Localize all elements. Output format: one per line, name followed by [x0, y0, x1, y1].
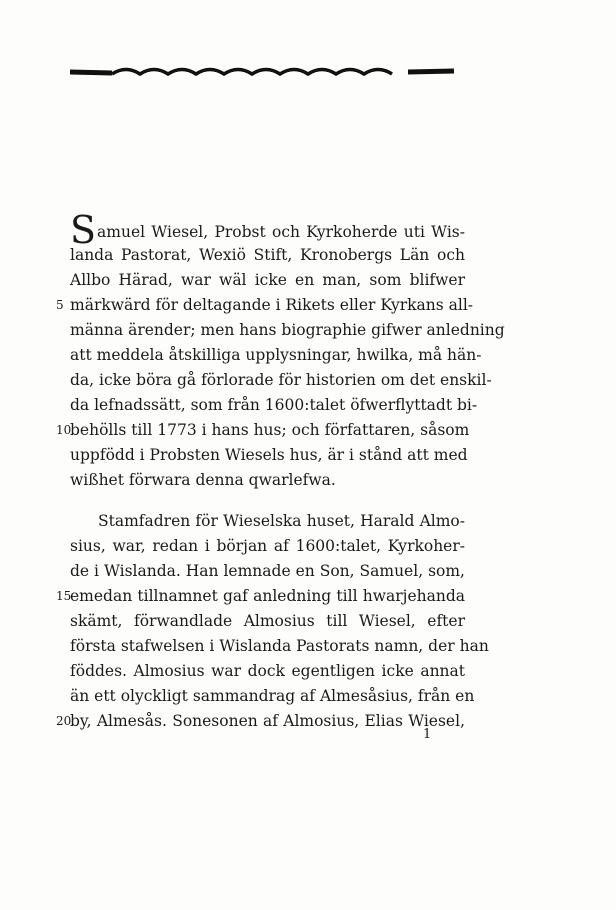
page-number: 1 [423, 727, 432, 742]
text-line: att meddela åtskilliga upplysningar, hwilka, må hän- [70, 346, 482, 364]
line-number: 10 [56, 423, 72, 437]
text-line: Allbo Härad, war wäl icke en man, som blifwer [70, 271, 465, 289]
text-line: första stafwelsen i Wislanda Pastorats namn, der han [70, 637, 489, 655]
text-line: sius, war, redan i början af 1600:talet, Kyrkoher- [70, 537, 465, 555]
text-line: Stamfadren för Wieselska huset, Harald Almo- [98, 512, 465, 530]
text-line: 10 behölls till 1773 i hans hus; och författaren, såsom [70, 418, 465, 443]
text-line: Samuel Wiesel, Probst och Kyrkoherde uti Wis- [70, 208, 465, 252]
text-line: uppfödd i Probsten Wiesels hus, är i stånd att med [70, 446, 468, 464]
text-line: da lefnadssätt, som från 1600:talet öfwerflyttadt bi- [70, 396, 478, 414]
line-number: 5 [56, 298, 64, 312]
text-line: wißhet förwara denna qwarlefwa. [70, 471, 336, 489]
text-line: 15 emedan tillnamnet gaf anledning till hwarjehanda [70, 584, 465, 609]
line-number: 20 [56, 714, 72, 728]
text-line: de i Wislanda. Han lemnade en Son, Samuel, som, [70, 562, 465, 580]
text-line: 20 by, Almesås. Sonesonen af Almosius, Elias Wiesel, [70, 709, 465, 734]
drop-capital: S [70, 208, 97, 252]
text-line: föddes. Almosius war dock egentligen icke annat [70, 662, 465, 680]
text-line: skämt, förwandlade Almosius till Wiesel, efter [70, 612, 465, 630]
text-line: landa Pastorat, Wexiö Stift, Kronobergs Län och [70, 246, 465, 264]
text-line: än ett olyckligt sammandrag af Almesåsius, från en [70, 687, 475, 705]
line-number: 15 [56, 589, 72, 603]
text-line: männa ärender; men hans biographie gifwer anledning [70, 321, 505, 339]
text-line: da, icke böra gå förlorade för historien om det enskil- [70, 371, 492, 389]
ornamental-rule [70, 60, 460, 86]
text-line: 5 märkwärd för deltagande i Rikets eller Kyrkans all- [70, 293, 465, 318]
